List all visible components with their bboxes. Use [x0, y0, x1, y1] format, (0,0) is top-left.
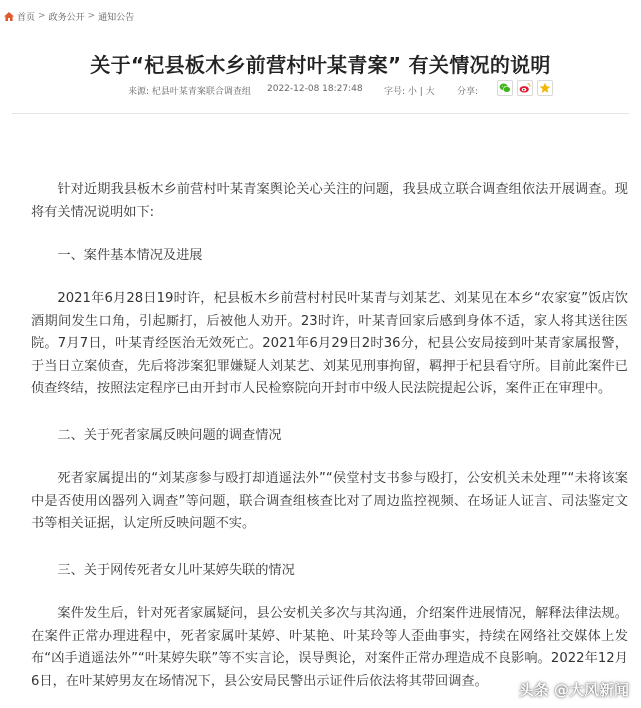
weibo-share-button[interactable] — [517, 80, 533, 96]
share-label: 分享: — [457, 87, 479, 97]
breadcrumb-home[interactable]: 首页 — [17, 12, 36, 23]
wechat-share-button[interactable] — [497, 80, 513, 96]
source-watermark: 头条 @大风新闻 — [518, 680, 629, 699]
wechat-icon — [499, 82, 511, 94]
section-body-family-complaints: 死者家属提出的“刘某彦参与殴打却逍遥法外”“侯堂村支书参与殴打，公安机关未处理”“未将该案中是否使用凶器列入调查”等问题，联合调查组核查比对了周边监控视频、在场证人证言、司法鉴定文书等相关证据，认定所反映问题不实。 — [31, 471, 628, 531]
header-divider — [12, 113, 629, 114]
article-datetime: 2022-12-08 18:27:48 — [267, 84, 363, 94]
section-body-daughter-contact: 案件发生后，针对死者家属疑问，县公安机关多次与其沟通，介绍案件进展情况，解释法律法规。在案件正常办理进程中，死者家属叶某婷、叶某艳、叶某玲等人歪曲事实，持续在网络社交媒体上发布“凶手逍遥法外”“叶某婷失联”等不实言论，误导舆论，对案件正常办理造成不良影响。2022年12月6日，在叶某婷男友在场情况下，县公安局民警出示证件后依法将其带回调查。 — [31, 606, 628, 689]
breadcrumb: 首页 > 政务公开 > 通知公告 — [4, 5, 637, 27]
breadcrumb-notices[interactable]: 通知公告 — [98, 12, 135, 23]
intro-paragraph: 针对近期我县板木乡前营村叶某青案舆论关心关注的问题，我县成立联合调查组依法开展调查。现将有关情况说明如下: — [31, 182, 628, 220]
section-heading-case-progress: 一、案件基本情况及进展 — [57, 248, 203, 263]
section-body-case-progress: 2021年6月28日19时许，杞县板木乡前营村村民叶某青与刘某艺、刘某见在本乡“农家宴”饭店饮酒期间发生口角，引起厮打，后被他人劝开。23时许，叶某青回家后感到身体不适，家人将其送往医院。7月7日，叶某青经医治无效死亡。2021年6月29日2时36分，杞县公安局接到叶某青家属报警，于当日立案侦查，先后将涉案犯罪嫌疑人刘某艺、刘某见刑事拘留，羁押于杞县看守所。目前此案件已侦查终结，按照法定程序已由开封市人民检察院向开封市中级人民法院提起公诉，案件正在审理中。 — [31, 291, 628, 396]
star-icon — [539, 82, 551, 94]
article-title: 关于“杞县板木乡前营村叶某青案” 有关情况的说明 — [90, 53, 551, 78]
section-heading-daughter-contact: 三、关于网传死者女儿叶某婷失联的情况 — [57, 563, 295, 578]
font-size-control[interactable]: 字号: 小 | 大 — [384, 87, 435, 97]
article-source: 来源: 杞县叶某青案联合调查组 — [128, 87, 251, 97]
home-icon — [4, 12, 14, 21]
weibo-icon — [519, 82, 531, 94]
section-heading-family-complaints: 二、关于死者家属反映问题的调查情况 — [57, 428, 282, 443]
breadcrumb-gov-affairs[interactable]: 政务公开 — [48, 12, 85, 23]
qzone-share-button[interactable] — [537, 80, 553, 96]
